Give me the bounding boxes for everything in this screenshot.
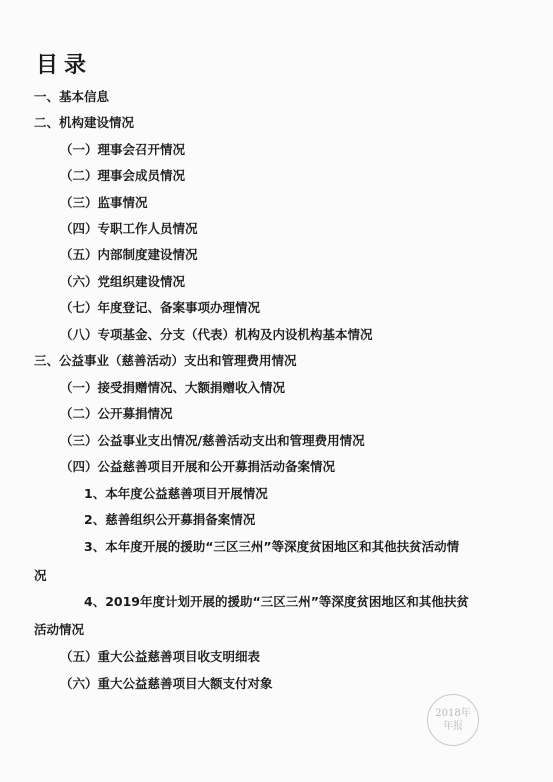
toc-entry: （七）年度登记、备案事项办理情况	[60, 300, 261, 315]
toc-entry: 3、本年度开展的援助“三区三州”等深度贫困地区和其他扶贫活动情	[84, 539, 460, 554]
toc-entry: （五）重大公益慈善项目收支明细表	[60, 649, 261, 664]
toc-entry: 三、公益事业（慈善活动）支出和管理费用情况	[34, 353, 297, 368]
annual-report-stamp	[427, 694, 479, 746]
toc-entry: （四）公益慈善项目开展和公开募捐活动备案情况	[60, 459, 336, 474]
toc-entry: 活动情况	[34, 622, 85, 637]
page-title: 目录	[36, 53, 93, 78]
toc-entry: （三）监事情况	[60, 195, 148, 210]
stamp-year: 2018年	[435, 708, 471, 719]
toc-entry: （一）接受捐赠情况、大额捐赠收入情况	[60, 380, 286, 395]
toc-entry: 4、2019年度计划开展的援助“三区三州”等深度贫困地区和其他扶贫	[84, 594, 469, 609]
toc-entry: （五）内部制度建设情况	[60, 247, 198, 262]
toc-entry: （三）公益事业支出情况/慈善活动支出和管理费用情况	[60, 433, 365, 448]
toc-entry: （二）公开募捐情况	[60, 406, 173, 421]
toc-entry: （六）党组织建设情况	[60, 274, 186, 289]
toc-entry: 2、慈善组织公开募捐备案情况	[84, 512, 256, 527]
toc-entry: 一、基本信息	[34, 89, 110, 104]
toc-entry: 1、本年度公益慈善项目开展情况	[84, 486, 268, 501]
toc-entry: 二、机构建设情况	[34, 115, 135, 130]
toc-entry: （一）理事会召开情况	[60, 142, 186, 157]
toc-entry: 况	[34, 568, 47, 583]
stamp-label: 年报	[443, 721, 463, 732]
toc-entry: （六）重大公益慈善项目大额支付对象	[60, 676, 273, 691]
toc-entry: （四）专职工作人员情况	[60, 221, 198, 236]
toc-entry: （二）理事会成员情况	[60, 168, 186, 183]
toc-entry: （八）专项基金、分支（代表）机构及内设机构基本情况	[60, 327, 373, 342]
